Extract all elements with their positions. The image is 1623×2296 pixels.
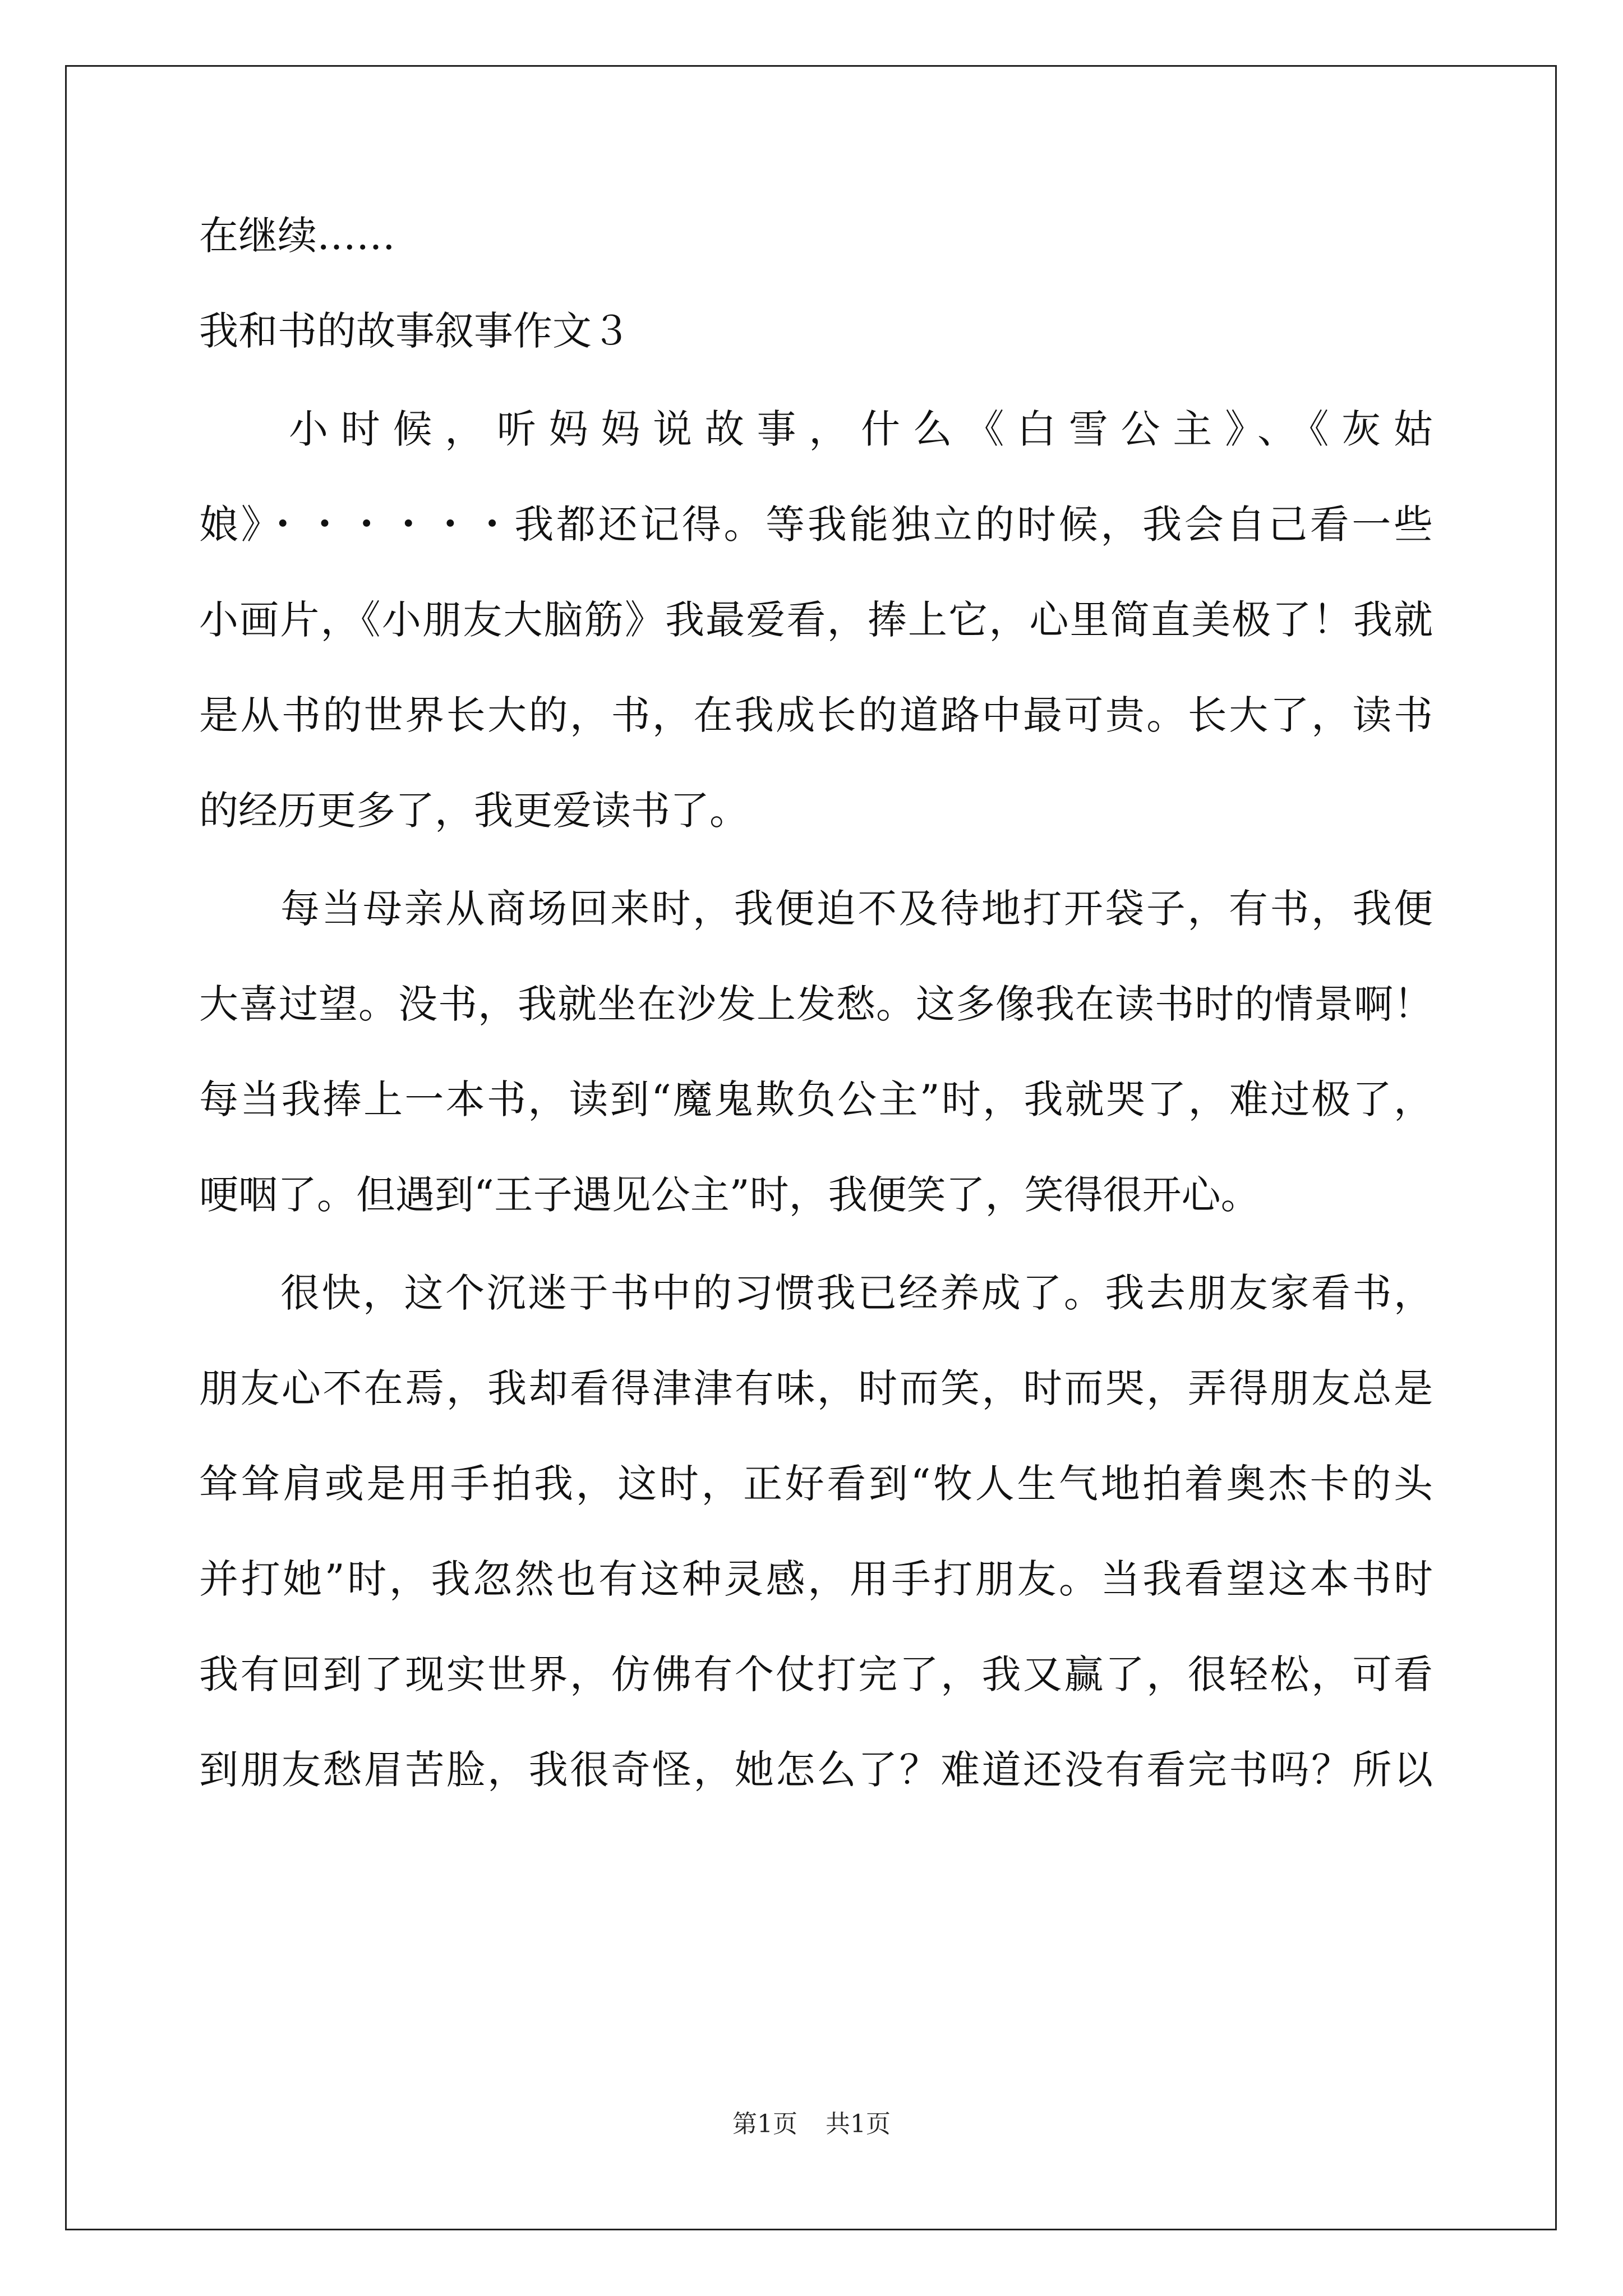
- paragraph-line: 是从书的世界长大的，书，在我成长的道路中最可贵。长大了，读书: [199, 692, 1433, 738]
- page-border: [65, 65, 1557, 2230]
- paragraph-line: 哽咽了。但遇到“王子遇见公主”时，我便笑了，笑得很开心。: [199, 1172, 1260, 1218]
- paragraph-line: 很快，这个沉迷于书中的习惯我已经养成了。我去朋友家看书，: [280, 1270, 1433, 1316]
- page-number-current: 第1页: [732, 2110, 797, 2138]
- essay-heading: 我和书的故事叙事作文３: [199, 308, 631, 354]
- continuation-text: 在继续……: [199, 213, 395, 259]
- paragraph-line: 我有回到了现实世界，仿佛有个仗打完了，我又赢了，很轻松，可看: [199, 1651, 1433, 1697]
- paragraph-line: 每当我捧上一本书，读到“魔鬼欺负公主”时，我就哭了，难过极了，: [199, 1076, 1433, 1122]
- paragraph-line: 大喜过望。没书，我就坐在沙发上发愁。这多像我在读书时的情景啊！: [199, 981, 1433, 1027]
- paragraph-line: 到朋友愁眉苦脸，我很奇怪，她怎么了？难道还没有看完书吗？所以: [199, 1747, 1433, 1793]
- paragraph-line: 小时候，听妈妈说故事，什么《白雪公主》、《灰姑: [289, 406, 1433, 452]
- page-footer: [0, 2108, 1623, 2141]
- paragraph-line: 娘》・・・・・・我都还记得。等我能独立的时候，我会自己看一些: [199, 501, 1433, 547]
- paragraph-line: 的经历更多了，我更爱读书了。: [199, 788, 749, 834]
- page-number-total: 共1页: [826, 2110, 891, 2138]
- paragraph-line: 并打她”时，我忽然也有这种灵感，用手打朋友。当我看望这本书时: [199, 1556, 1433, 1602]
- paragraph-line: 每当母亲从商场回来时，我便迫不及待地打开袋子，有书，我便: [280, 886, 1433, 932]
- paragraph-line: 耸耸肩或是用手拍我，这时，正好看到“牧人生气地拍着奥杰卡的头: [199, 1461, 1433, 1507]
- paragraph-line: 小画片，《小朋友大脑筋》我最爱看，捧上它，心里简直美极了！我就: [199, 597, 1433, 643]
- paragraph-line: 朋友心不在焉，我却看得津津有味，时而笑，时而哭，弄得朋友总是: [199, 1365, 1433, 1411]
